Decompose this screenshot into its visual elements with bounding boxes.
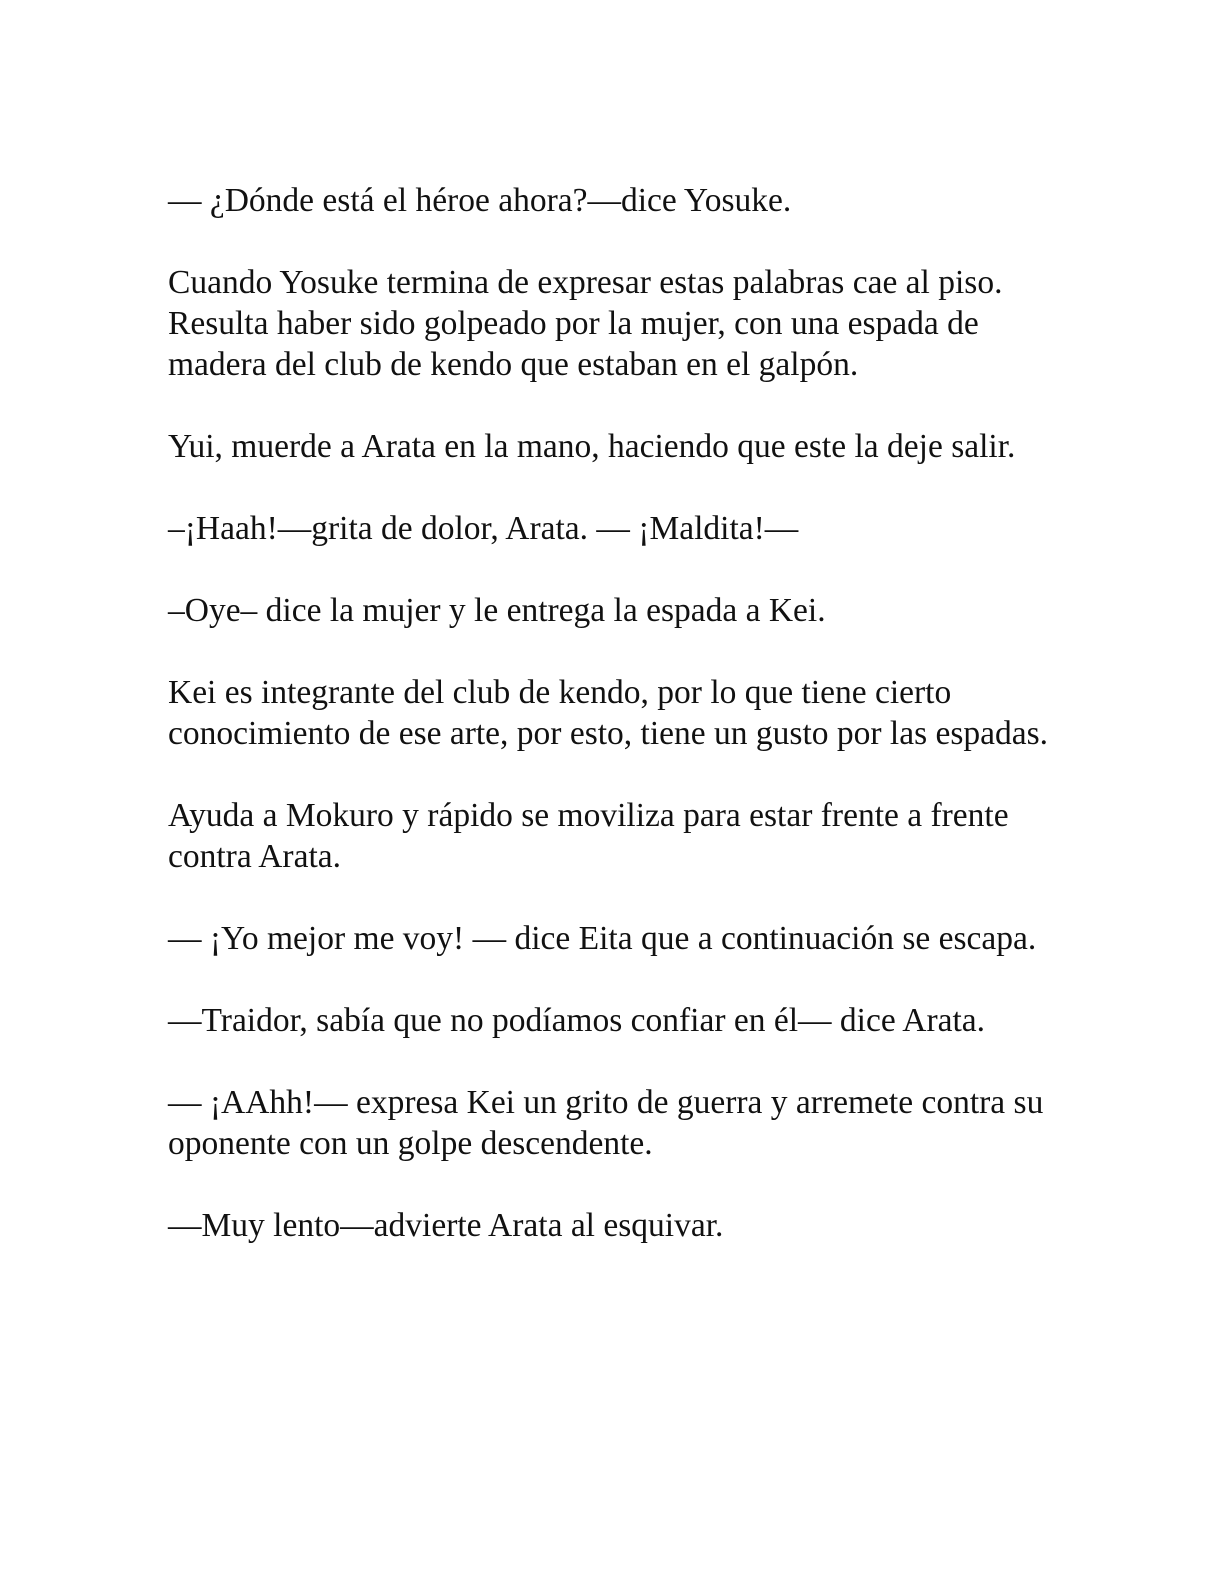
paragraph-9: —Traidor, sabía que no podíamos confiar en él— dice Arata. xyxy=(168,1002,986,1039)
paragraph-6: Kei es integrante del club de kendo, por lo que tiene cierto conocimiento de ese arte, por esto, tiene un gusto por las espadas. xyxy=(168,674,1049,752)
paragraph-1: — ¿Dónde está el héroe ahora?—dice Yosuke. xyxy=(168,182,792,219)
body-text xyxy=(168,180,1068,1287)
paragraph-10: — ¡AAhh!— expresa Kei un grito de guerra y arremete contra su oponente con un golpe descendente. xyxy=(168,1084,1044,1162)
paragraph-2: Cuando Yosuke termina de expresar estas palabras cae al piso. Resulta haber sido golpeado por la mujer, con una espada de madera del club de kendo que estaban en el galpón. xyxy=(168,264,1003,383)
paragraph-5: –Oye– dice la mujer y le entrega la espada a Kei. xyxy=(168,592,826,629)
paragraph-8: — ¡Yo mejor me voy! — dice Eita que a continuación se escapa. xyxy=(168,920,1037,957)
paragraph-7: Ayuda a Mokuro y rápido se moviliza para estar frente a frente contra Arata. xyxy=(168,797,1009,875)
paragraph-4: –¡Haah!—grita de dolor, Arata. — ¡Maldita!— xyxy=(168,510,799,547)
paragraph-11: —Muy lento—advierte Arata al esquivar. xyxy=(168,1207,724,1244)
paragraph-3: Yui, muerde a Arata en la mano, haciendo que este la deje salir. xyxy=(168,428,1016,465)
